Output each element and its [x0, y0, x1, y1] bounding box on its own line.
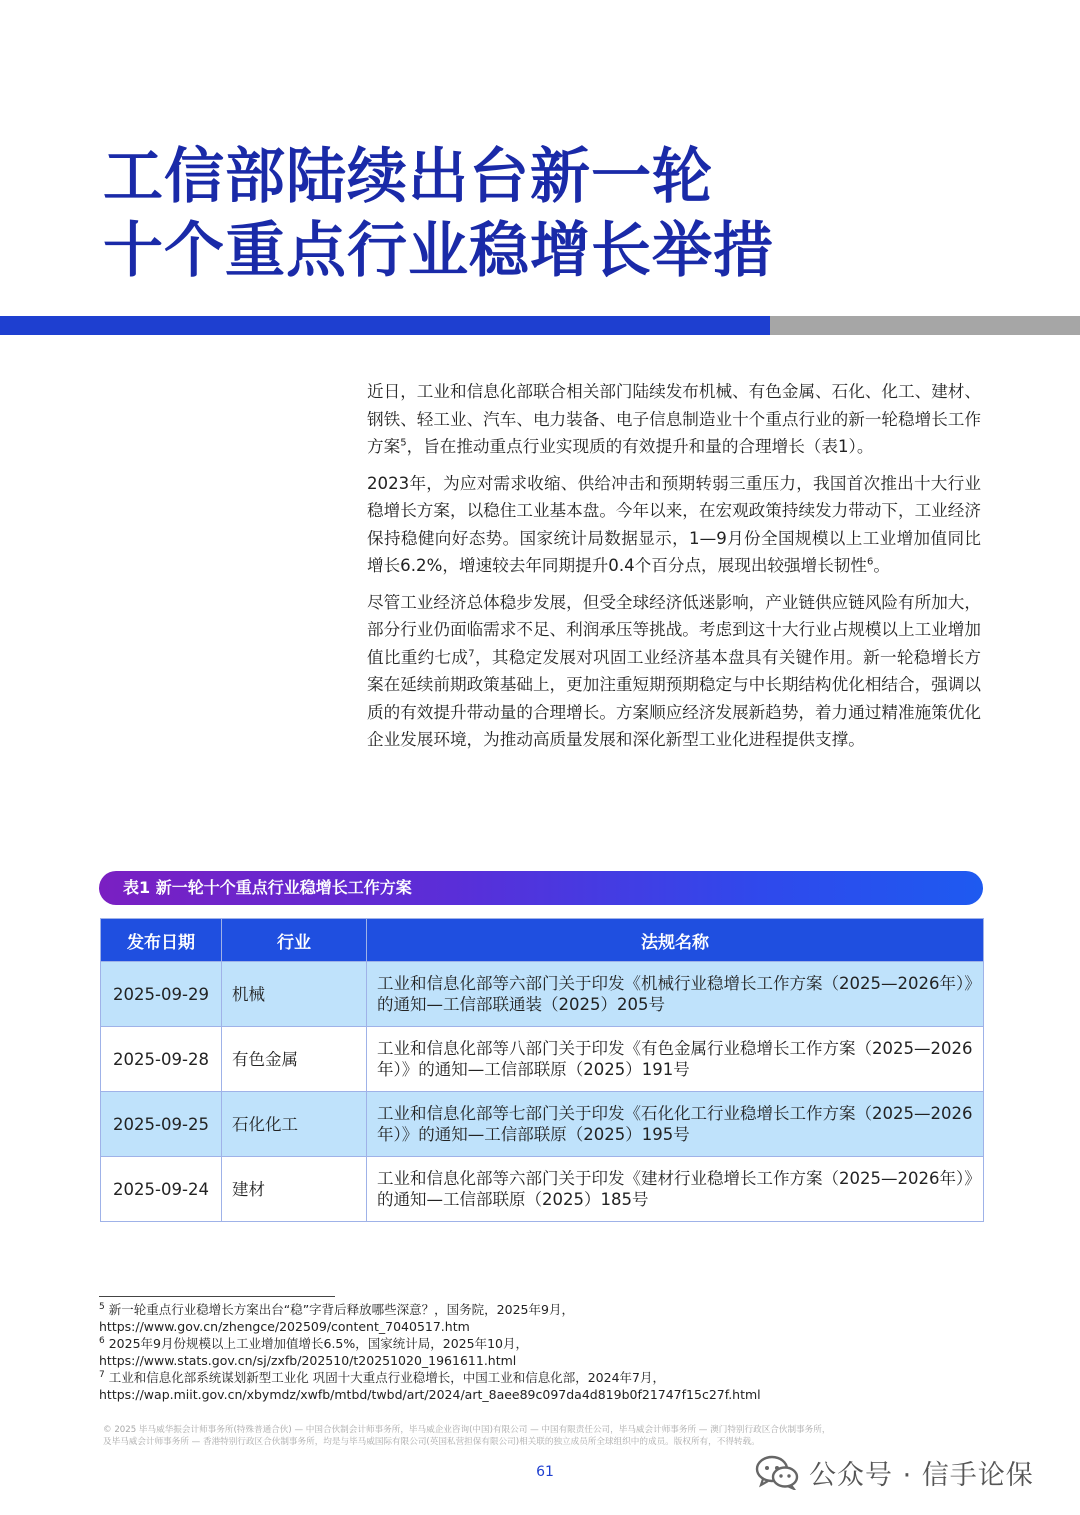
cell-industry: 建材: [222, 1157, 367, 1222]
cell-regulation: 工业和信息化部等六部门关于印发《机械行业稳增长工作方案（2025—2026年）》的通知—工信部联通装（2025）205号: [367, 962, 984, 1027]
footnote-ref-6[interactable]: 6: [866, 556, 874, 568]
header-bar-gray: [770, 316, 1080, 335]
watermark: [755, 1450, 1034, 1494]
footnote-5-url[interactable]: https://www.gov.cn/zhengce/202509/content_7040517.htm: [99, 1319, 470, 1334]
table-row: [101, 962, 984, 1027]
cell-date: 2025-09-24: [101, 1157, 222, 1222]
cell-regulation: 工业和信息化部等七部门关于印发《石化化工行业稳增长工作方案（2025—2026年）》的通知—工信部联原（2025）195号: [367, 1092, 984, 1157]
article-body: [367, 378, 981, 763]
footnote-6-url[interactable]: https://www.stats.gov.cn/sj/zxfb/202510/t20251020_1961611.html: [99, 1353, 517, 1368]
watermark-text: 公众号 · 信手论保: [809, 1459, 1034, 1491]
header-regulation: 法规名称: [367, 919, 984, 962]
cell-date: 2025-09-28: [101, 1027, 222, 1092]
cell-regulation: 工业和信息化部等八部门关于印发《有色金属行业稳增长工作方案（2025—2026年）》的通知—工信部联原（2025）191号: [367, 1027, 984, 1092]
cell-industry: 有色金属: [222, 1027, 367, 1092]
title-line-2: 十个重点行业稳增长举措: [103, 216, 774, 286]
legal-line-2: 及毕马威会计师事务所 — 香港特别行政区合伙制事务所，均是与毕马威国际有限公司(英国私营担保有限公司)相关联的独立成员所全球组织中的成员。版权所有，不得转载。: [103, 1437, 760, 1447]
footnotes: [99, 1301, 999, 1403]
paragraph-1: 近日，工业和信息化部联合相关部门陆续发布机械、有色金属、石化、化工、建材、钢铁、轻工业、汽车、电力装备、电子信息制造业十个重点行业的新一轮稳增长工作方案$^5$，旨在推动重点行业实现质的有效提升和量的合理增长（表1）。: [367, 382, 981, 456]
table-header-row: [101, 919, 984, 962]
regulation-table: [100, 918, 984, 1222]
header-date: 发布日期: [101, 919, 222, 962]
paragraph-2: 2023年，为应对需求收缩、供给冲击和预期转弱三重压力，我国首次推出十大行业稳增长方案，以稳住工业基本盘。今年以来，在宏观政策持续发力带动下，工业经济保持稳健向好态势。国家统计局数据显示，1—9月份全国规模以上工业增加值同比增长6.2%，增速较去年同期提升0.4个百分点，展现出较强增长韧性$^6$。: [367, 473, 981, 575]
table-row: [101, 1157, 984, 1222]
wechat-icon: [755, 1454, 799, 1490]
footnote-ref-5[interactable]: 5: [400, 437, 407, 449]
header-bar-blue: [0, 316, 770, 335]
footnote-7-url[interactable]: https://wap.miit.gov.cn/xbymdz/xwfb/mtbd/twbd/art/2024/art_8aee89c097da4d819b0f21747f15c27f.html: [99, 1387, 761, 1402]
table-caption: 表1 新一轮十个重点行业稳增长工作方案: [99, 871, 983, 905]
table-row: [101, 1092, 984, 1157]
page-title: [103, 140, 774, 288]
cell-date: 2025-09-29: [101, 962, 222, 1027]
footnote-6: $^6$ 2025年9月份规模以上工业增加值增长6.5%，国家统计局，2025年10月，: [99, 1335, 528, 1351]
footnote-7: $^7$ 工业和信息化部系统谋划新型工业化 巩固十大重点行业稳增长，中国工业和信息化部，2024年7月，: [99, 1369, 665, 1385]
header-industry: 行业: [222, 919, 367, 962]
cell-date: 2025-09-25: [101, 1092, 222, 1157]
footnote-5: $^5$ 新一轮重点行业稳增长方案出台“稳”字背后释放哪些深意？，国务院，2025年9月，: [99, 1301, 574, 1317]
legal-line-1: © 2025 毕马威华振会计师事务所(特殊普通合伙) — 中国合伙制会计师事务所，毕马威企业咨询(中国)有限公司 — 中国有限责任公司，毕马威会计师事务所 — 澳门特别行政区合伙制事务所，: [103, 1425, 831, 1435]
cell-regulation: 工业和信息化部等六部门关于印发《建材行业稳增长工作方案（2025—2026年）》的通知—工信部联原（2025）185号: [367, 1157, 984, 1222]
legal-notice: [103, 1424, 983, 1448]
footnote-ref-7[interactable]: 7: [468, 647, 475, 659]
footnote-divider: [99, 1296, 335, 1297]
title-line-1: 工信部陆续出台新一轮: [103, 142, 713, 212]
cell-industry: 石化化工: [222, 1092, 367, 1157]
paragraph-3: 尽管工业经济总体稳步发展，但受全球经济低迷影响，产业链供应链风险有所加大，部分行业仍面临需求不足、利润承压等挑战。考虑到这十大行业占规模以上工业增加值比重约七成$^7$，其稳定发展对巩固工业经济基本盘具有关键作用。新一轮稳增长方案在延续前期政策基础上，更加注重短期预期稳定与中长期结构优化相结合，强调以质的有效提升带动量的合理增长。方案顺应经济发展新趋势，着力通过精准施策优化企业发展环境，为推动高质量发展和深化新型工业化进程提供支撑。: [367, 592, 982, 749]
cell-industry: 机械: [222, 962, 367, 1027]
table-row: [101, 1027, 984, 1092]
page-number: 61: [536, 1464, 554, 1480]
